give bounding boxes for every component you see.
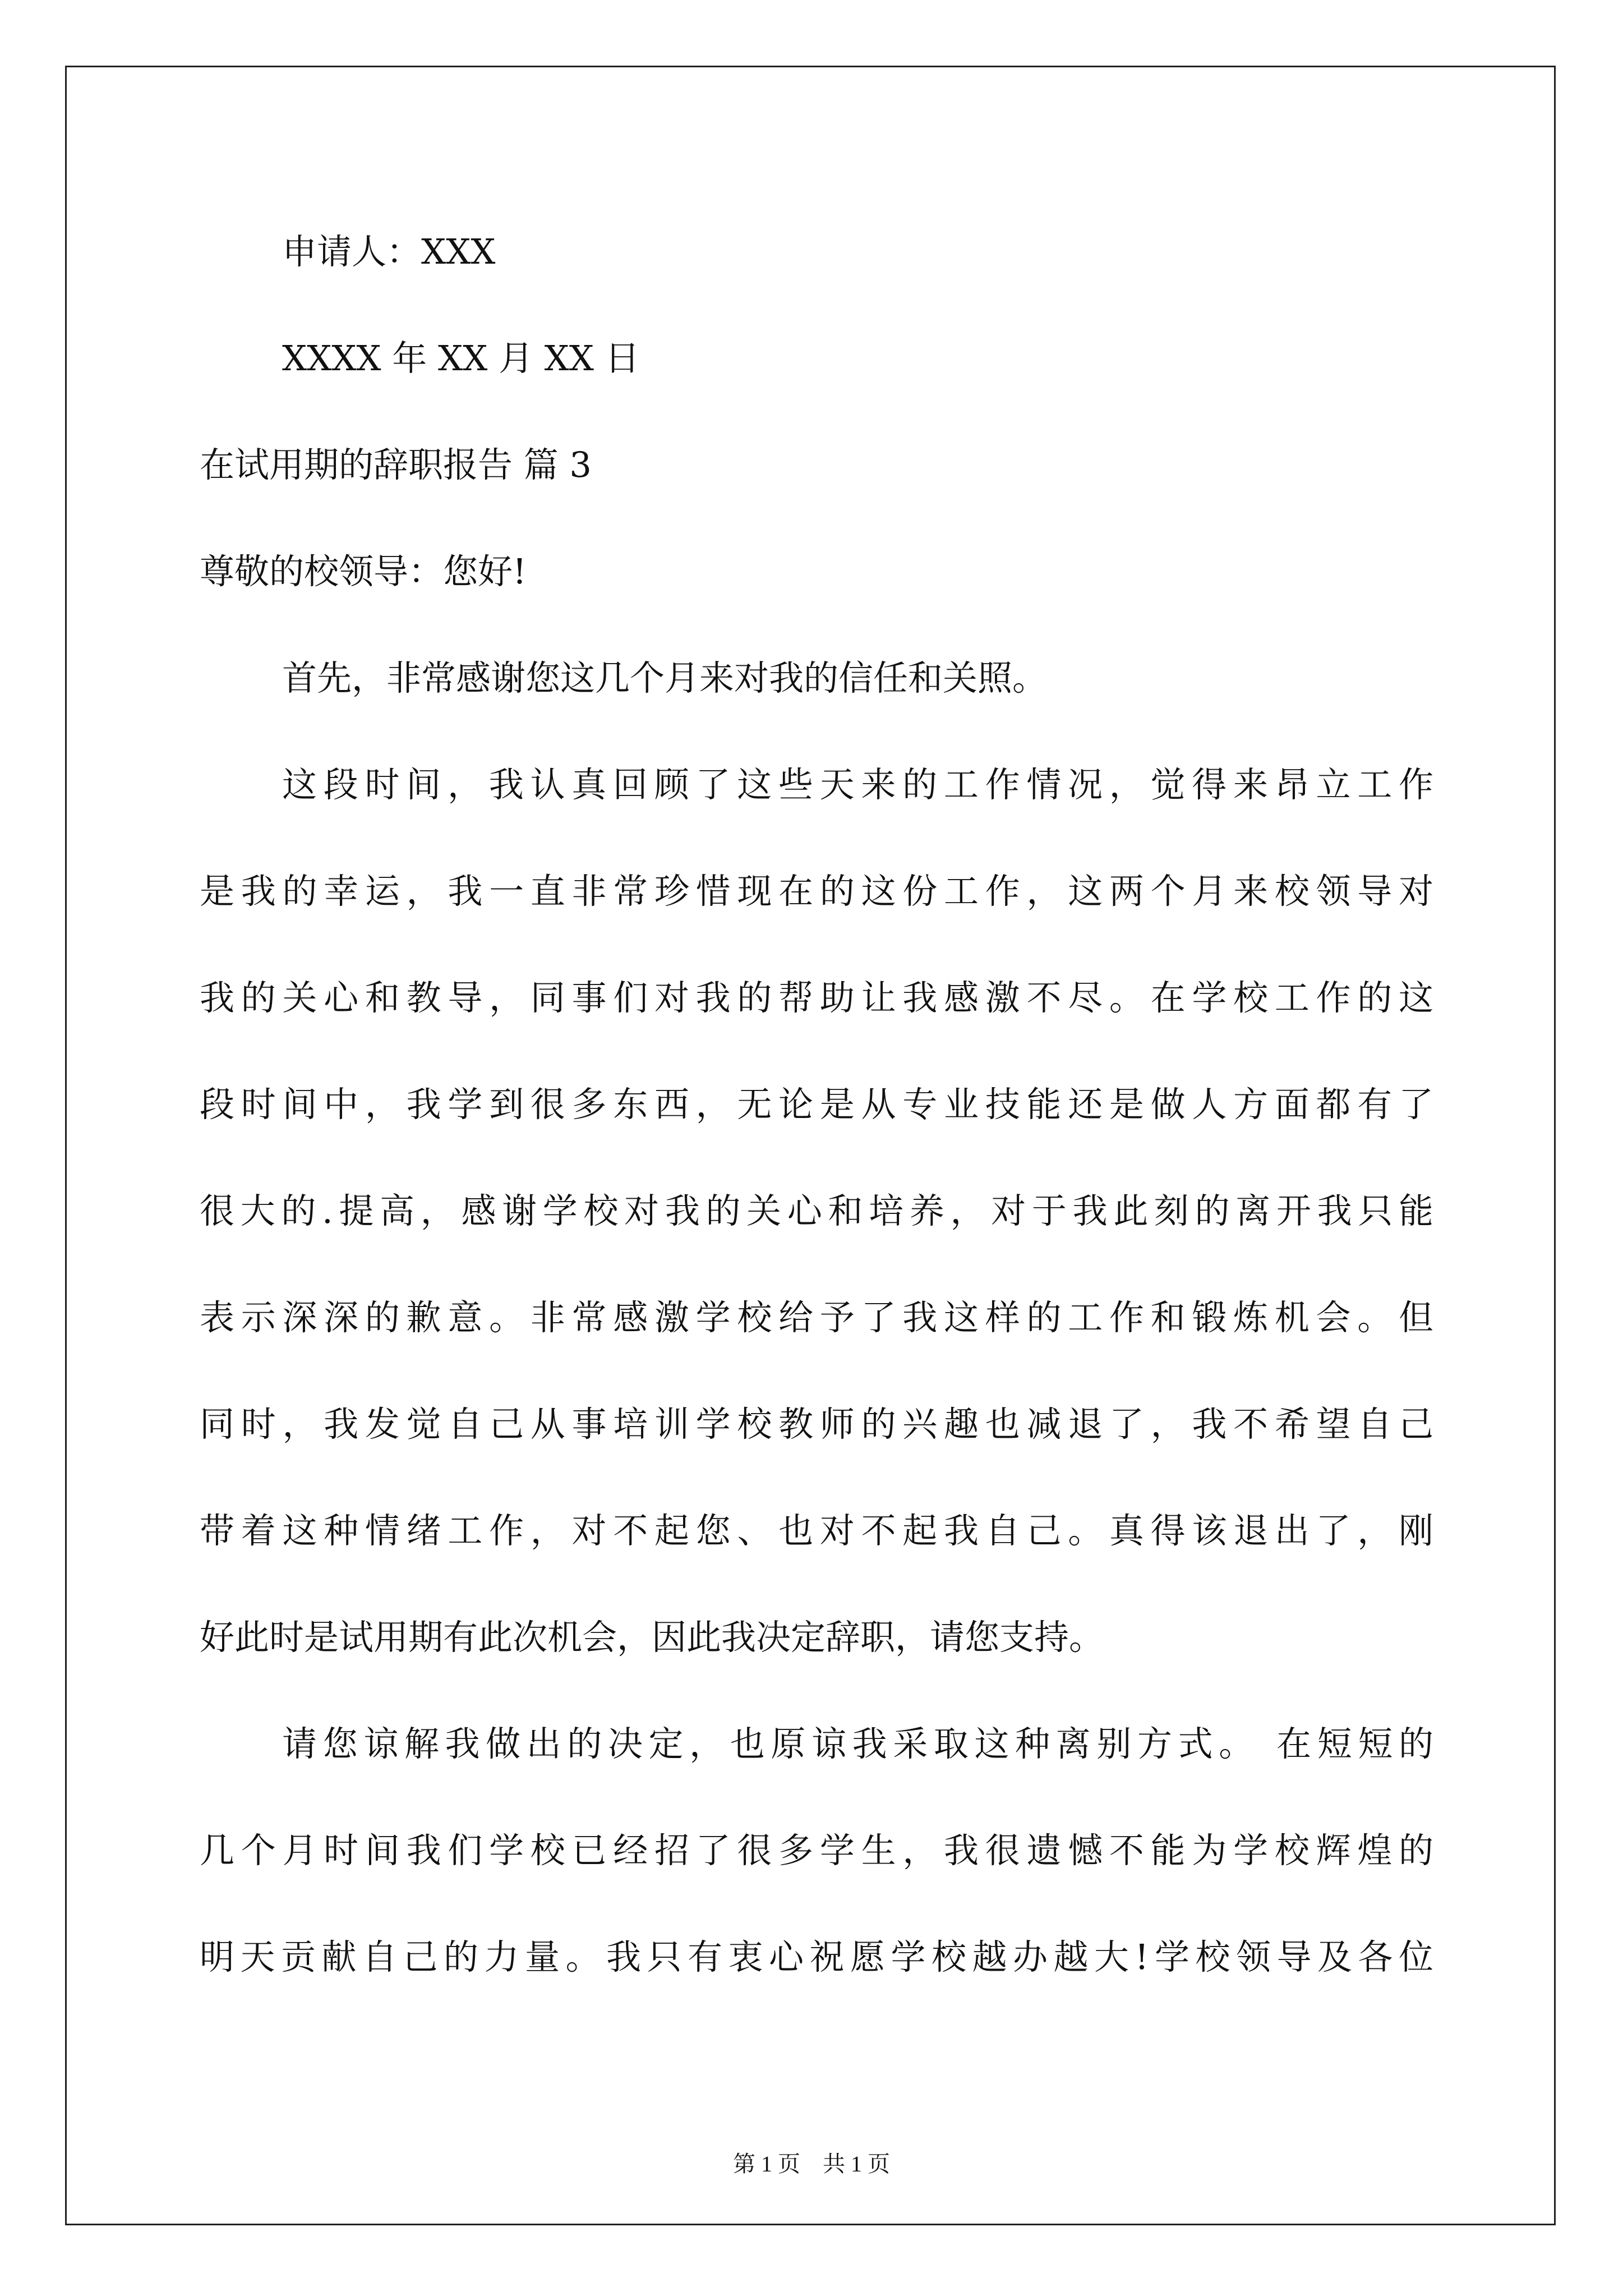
paragraph-2-line: 段时间中，我学到很多东西，无论是从专业技能还是做人方面都有了 — [200, 1084, 1433, 1125]
paragraph-2-line: 好此时是试用期有此次机会，因此我决定辞职，请您支持。 — [200, 1617, 1104, 1658]
paragraph-2-line: 带着这种情绪工作，对不起您、也对不起我自己。真得该退出了，刚 — [200, 1510, 1433, 1551]
section-title: 在试用期的辞职报告 篇 3 — [200, 444, 592, 485]
paragraph-3-line: 几个月时间我们学校已经招了很多学生，我很遗憾不能为学校辉煌的 — [200, 1830, 1433, 1871]
paragraph-2-line: 是我的幸运，我一直非常珍惜现在的这份工作，这两个月来校领导对 — [200, 871, 1433, 912]
applicant-line: 申请人：XXX — [282, 231, 496, 272]
paragraph-2-line: 很大的.提高，感谢学校对我的关心和培养，对于我此刻的离开我只能 — [200, 1190, 1433, 1231]
paragraph-3-line: 请您谅解我做出的决定，也原谅我采取这种离别方式。 在短短的 — [282, 1723, 1433, 1764]
paragraph-3-line: 明天贡献自己的力量。我只有衷心祝愿学校越办越大!学校领导及各位 — [200, 1936, 1433, 1977]
paragraph-1: 首先，非常感谢您这几个月来对我的信任和关照。 — [282, 657, 1048, 698]
paragraph-2-line: 我的关心和教导，同事们对我的帮助让我感激不尽。在学校工作的这 — [200, 977, 1433, 1018]
paragraph-2-line: 同时，我发觉自己从事培训学校教师的兴趣也减退了，我不希望自己 — [200, 1404, 1433, 1444]
paragraph-2-line: 表示深深的歉意。非常感激学校给予了我这样的工作和锻炼机会。但 — [200, 1297, 1433, 1338]
paragraph-2-line: 这段时间，我认真回顾了这些天来的工作情况，觉得来昂立工作 — [282, 764, 1433, 805]
page-border — [65, 66, 1556, 2225]
date-line: XXXX 年 XX 月 XX 日 — [282, 338, 640, 379]
page-footer: 第 1 页 共 1 页 — [733, 2151, 890, 2177]
salutation: 尊敬的校领导：您好! — [200, 551, 527, 592]
